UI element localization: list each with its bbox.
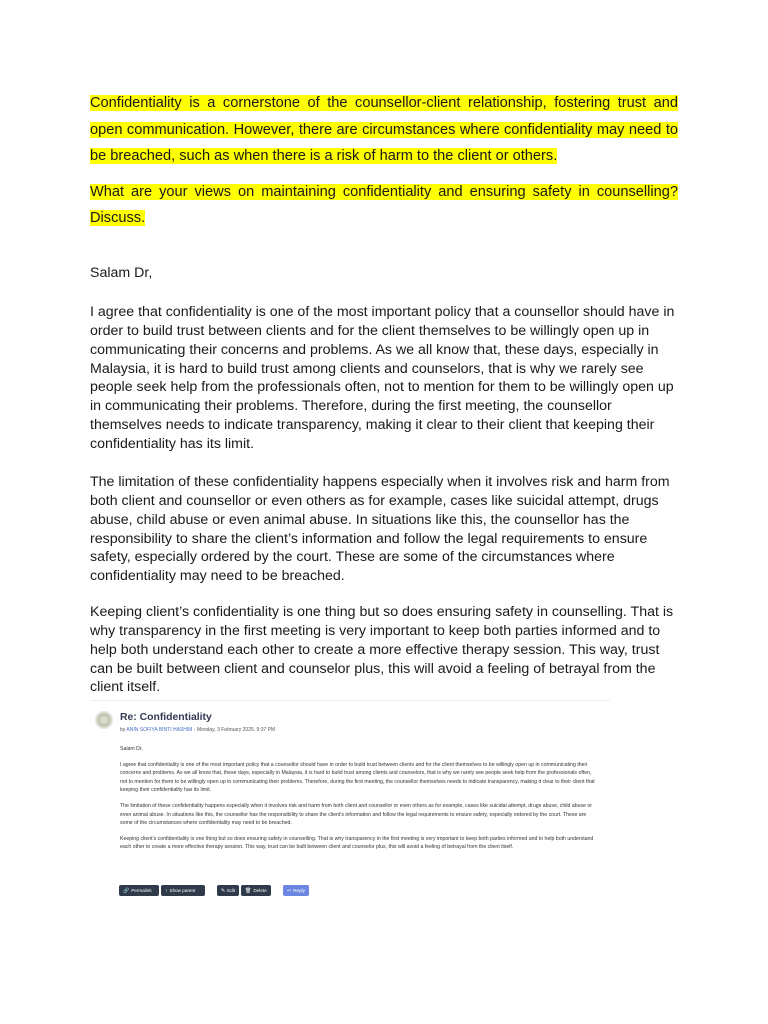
reply-icon: ↩ <box>287 888 292 894</box>
answer-greeting: Salam Dr, <box>90 265 153 281</box>
document-page <box>90 90 678 696</box>
question-paragraph-1 <box>90 90 678 170</box>
reply-button[interactable]: ↩ Reply <box>283 885 309 896</box>
answer-paragraph-1: I agree that confidentiality is one of the most important policy that a counsellor should have in order to build trust between clients and for the client themselves to be willingly open up in communicating their concerns and problems. As we all know that, these days, especially in Malaysia, it is hard to build trust among clients and counselors, that is why we rarely see people seek help from the professionals often, not to mention for them to be willingly open up in communicating their problems. Therefore, during the first meeting, the counsellor themselves needs to indicate transparency, making it clear to their client that keeping their confidentiality has its limit. <box>90 304 675 452</box>
trash-icon: 🗑 <box>245 888 252 894</box>
post-greeting: Salam Dr, <box>120 746 143 752</box>
link-icon: 🔗 <box>123 888 130 894</box>
highlighted-question-prompt: What are your views on maintaining confidentiality and ensuring safety in counselling? Discuss. <box>90 183 678 226</box>
answer-paragraph-2: The limitation of these confidentiality happens especially when it involves risk and harm from both client and counsellor or even others as for example, cases like suicidal attempt, drugs abuse, child abuse or even animal abuse. In situations like this, the counsellor has the responsibility to share the client’s information and follow the legal requirements to ensure safety, especially ordered by the court. These are some of the circumstances where confidentiality may need to be breached. <box>90 474 670 585</box>
post-paragraph-1: I agree that confidentiality is one of the most important policy that a counsellor should have in order to build trust between clients and for the client themselves to be willingly open up in communicating their concerns and problems. As we all know that, these days, especially in Malaysia, it is hard to build trust among clients and counselors, that is why we rarely see people seek help from the professionals often, not to mention for them to be willingly open up in communicating their problems. Therefore, during the first meeting, the counsellor themselves needs to indicate transparency, making it clear to their client that keeping their confidentiality has its limit. <box>120 761 595 794</box>
post-paragraph-3: Keeping client’s confidentiality is one thing but so does ensuring safety in counselling. That is why transparency in the first meeting is very important to keep both parties informed and to help both understand each other to create a more effective therapy session. This way, trust can be built between client and counselor plus, this will avoid a feeling of betrayal from the client itself. <box>120 835 594 851</box>
post-paragraph-2: The limitation of these confidentiality happens especially when it involves risk and harm from both client and counsellor or even others as for example, cases like suicidal attempt, drugs abuse, child abuse or even animal abuse. In situations like this, the counsellor has the responsibility to share the client’s information and follow the legal requirements to ensure safety, especially ordered by the court. These are some of the circumstances where confidentiality may need to be breached. <box>120 802 593 827</box>
post-date: - Monday, 3 February 2025, 9:37 PM <box>192 727 276 733</box>
post-by-label: by <box>120 727 126 733</box>
question-paragraph-2 <box>90 179 678 232</box>
pencil-icon: ✎ <box>221 888 226 894</box>
forum-post-screenshot <box>90 700 610 907</box>
edit-button[interactable]: ✎ Edit <box>217 885 239 896</box>
post-title[interactable]: Re: Confidentiality <box>120 712 212 723</box>
post-meta <box>120 727 275 733</box>
avatar <box>95 711 113 729</box>
arrow-up-icon: ↑ <box>165 888 168 894</box>
answer-paragraph-3: Keeping client’s confidentiality is one thing but so does ensuring safety in counselling. That is why transparency in the first meeting is very important to keep both parties informed and to help both understand each other to create a more effective therapy session. This way, trust can be built between client and counselor plus, this will avoid a feeling of betrayal from the client itself. <box>90 604 674 696</box>
permalink-button[interactable]: 🔗 Permalink <box>119 885 159 896</box>
highlighted-question-text: Confidentiality is a cornerstone of the counsellor-client relationship, fostering trust and open communication. However, there are circumstances where confidentiality may need to be breached, such as when there is a risk of harm to the client or others. <box>90 95 678 164</box>
post-body <box>120 745 600 859</box>
post-author-link[interactable]: ANIN SOFIYA BINTI HASHIM <box>126 727 193 733</box>
show-parent-button[interactable]: ↑ Show parent <box>161 885 205 896</box>
delete-button[interactable]: 🗑 Delete <box>241 885 271 896</box>
